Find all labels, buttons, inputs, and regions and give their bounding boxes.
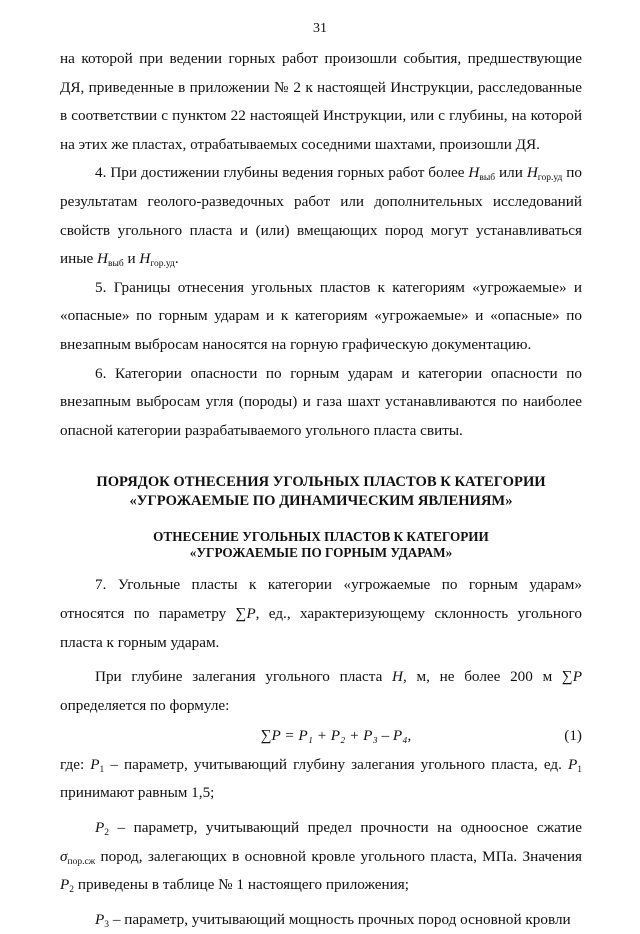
paragraph-p2: $P_2$ – параметр, учитывающий предел прочности на одноосное сжатие $\sigma_{пор.сж}$ пород, залегающих в основной кровле угольного пласта, МПа. Значения $P_2$ приведены в таблице № 1 настоящего приложения; (60, 819, 582, 896)
paragraph-7: 7. Угольные пласты к категории «угрожаемые по горным ударам» относятся по параметру ∑P, ед., характеризующему склонность угольного пласта к горным ударам. (60, 576, 583, 651)
document-body (60, 45, 582, 934)
section-heading: ПОРЯДОК ОТНЕСЕНИЯ УГОЛЬНЫХ ПЛАСТОВ К КАТЕГОРИИ «УГРОЖАЕМЫЕ ПО ДИНАМИЧЕСКИМ ЯВЛЕНИЯМ» (96, 474, 546, 510)
paragraph-where-p1: где: $P_1$ – параметр, учитывающий глубину залегания угольного пласта, ед. $P_1$ принимают равным 1,5; (60, 755, 582, 802)
formula-number: (1) (564, 727, 582, 745)
formula-expression: ∑P = P₁ + P₂ + P₃ – P₄, (260, 727, 412, 745)
paragraph-8: При глубине залегания угольного пласта H, м, не более 200 м ∑P определяется по формуле: (60, 668, 582, 714)
paragraph-6: 6. Категории опасности по горным ударам и категории опасности по внезапным выбросам угля (породы) и газа шахт устанавливаются по наиболее опасной категории разрабатываемого угольного пласта свиты. (60, 364, 582, 439)
subsection-heading: ОТНЕСЕНИЕ УГОЛЬНЫХ ПЛАСТОВ К КАТЕГОРИИ «УГРОЖАЕМЫЕ ПО ГОРНЫМ УДАРАМ» (153, 529, 489, 561)
paragraph-5: 5. Границы отнесения угольных пластов к категориям «угрожаемые» и «опасные» по горным ударам и к категориям «угрожаемые» и «опасные» по внезапным выбросам наносятся на горную графическую документацию. (60, 278, 582, 353)
paragraph-4: 4. При достижении глубины ведения горных работ более $H_{выб}$ или $H_{гор.уд}$ по результатам геолого-разведочных работ или дополнительных исследований свойств угольного пласта и (или) вмещающих пород могут устанавливаться иные $H_{выб}$ и $H_{гор.уд}$. (60, 164, 582, 270)
page-number: 31 (313, 21, 327, 36)
formula-1 (60, 722, 582, 751)
paragraph-p3: $P_3$ – параметр, учитывающий мощность прочных пород основной кровли (95, 910, 571, 930)
paragraph-continuation: на которой при ведении горных работ произошли события, предшествующие ДЯ, приведенные в приложении № 2 к настоящей Инструкции, расследованные в соответствии с пунктом 22 настоящей Инструкции, или с глубины, на которой на этих же пластах, отрабатываемых соседними шахтами, произошли ДЯ. (60, 50, 582, 153)
